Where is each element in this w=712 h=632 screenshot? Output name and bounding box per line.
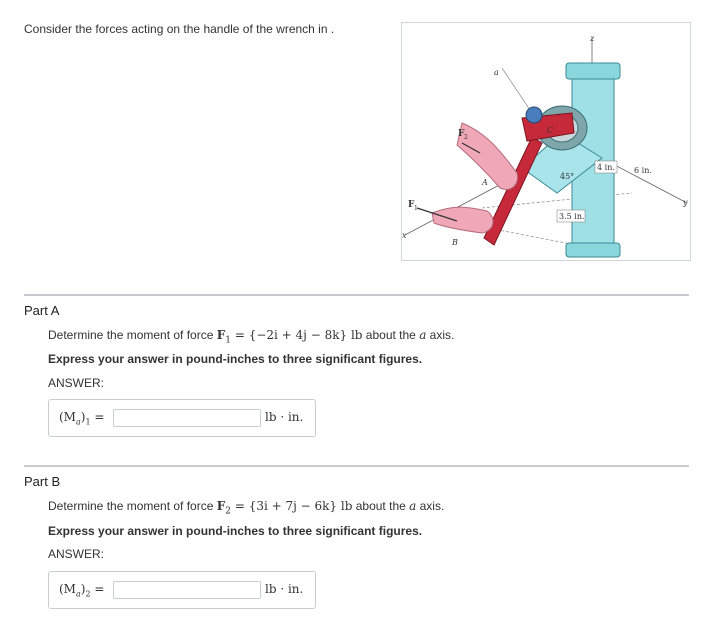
- label-dim-35in: 3.5 in.: [559, 212, 585, 221]
- pipe-top-fitting: [566, 63, 620, 79]
- label-z: z: [590, 34, 595, 43]
- part-a-unit: lb · in.: [265, 410, 304, 424]
- pipe-bottom-fitting: [566, 243, 620, 257]
- label-x: x: [402, 231, 407, 240]
- label-dim-6in: 6 in.: [634, 166, 652, 175]
- part-b-title: Part B: [24, 474, 61, 489]
- part-b-answer-box: [48, 571, 316, 609]
- divider-part-a: [24, 294, 689, 296]
- part-a-answer-label: ANSWER:: [48, 376, 105, 390]
- part-a-prompt: Determine the moment of force $F_1 = \{-2i + 4j - 8k\}$ lb about the a axis.: [48, 328, 455, 346]
- problem-intro: Consider the forces acting on the handle of the wrench in .: [24, 22, 335, 36]
- divider-part-b: [24, 465, 689, 467]
- label-point-b: B: [452, 238, 458, 247]
- part-b-unit: lb · in.: [265, 582, 304, 596]
- label-y: y: [683, 198, 688, 207]
- label-f1: F: [408, 200, 415, 210]
- part-a-instruction: Express your answer in pound-inches to three significant figures.: [48, 352, 423, 366]
- label-point-a: A: [482, 178, 488, 187]
- part-a-title: Part A: [24, 303, 60, 318]
- label-f2: F: [458, 129, 465, 139]
- label-dim-4in: 4 in.: [597, 163, 615, 172]
- part-a-lhs: $(M_a)_1$ =: [59, 410, 105, 427]
- part-b-moment-input[interactable]: [113, 581, 261, 599]
- label-point-c: C: [547, 126, 554, 135]
- part-a-answer-box: [48, 399, 316, 437]
- part-b-lhs: $(M_a)_2$ =: [59, 582, 105, 599]
- wrench-adjust-nut: [526, 107, 542, 123]
- svg-text:2: 2: [464, 134, 468, 141]
- label-a: a: [494, 68, 499, 77]
- wrench-diagram: [402, 23, 690, 260]
- part-b-prompt: Determine the moment of force $F_2 = \{3i + 7j - 6k\}$ lb about the a axis.: [48, 499, 445, 517]
- svg-text:1: 1: [414, 205, 418, 212]
- wrench-figure: [401, 22, 691, 261]
- label-angle: 45°: [560, 172, 575, 181]
- part-b-instruction: Express your answer in pound-inches to three significant figures.: [48, 524, 423, 538]
- lower-hand: [432, 207, 493, 233]
- part-b-answer-label: ANSWER:: [48, 547, 105, 561]
- part-a-moment-input[interactable]: [113, 409, 261, 427]
